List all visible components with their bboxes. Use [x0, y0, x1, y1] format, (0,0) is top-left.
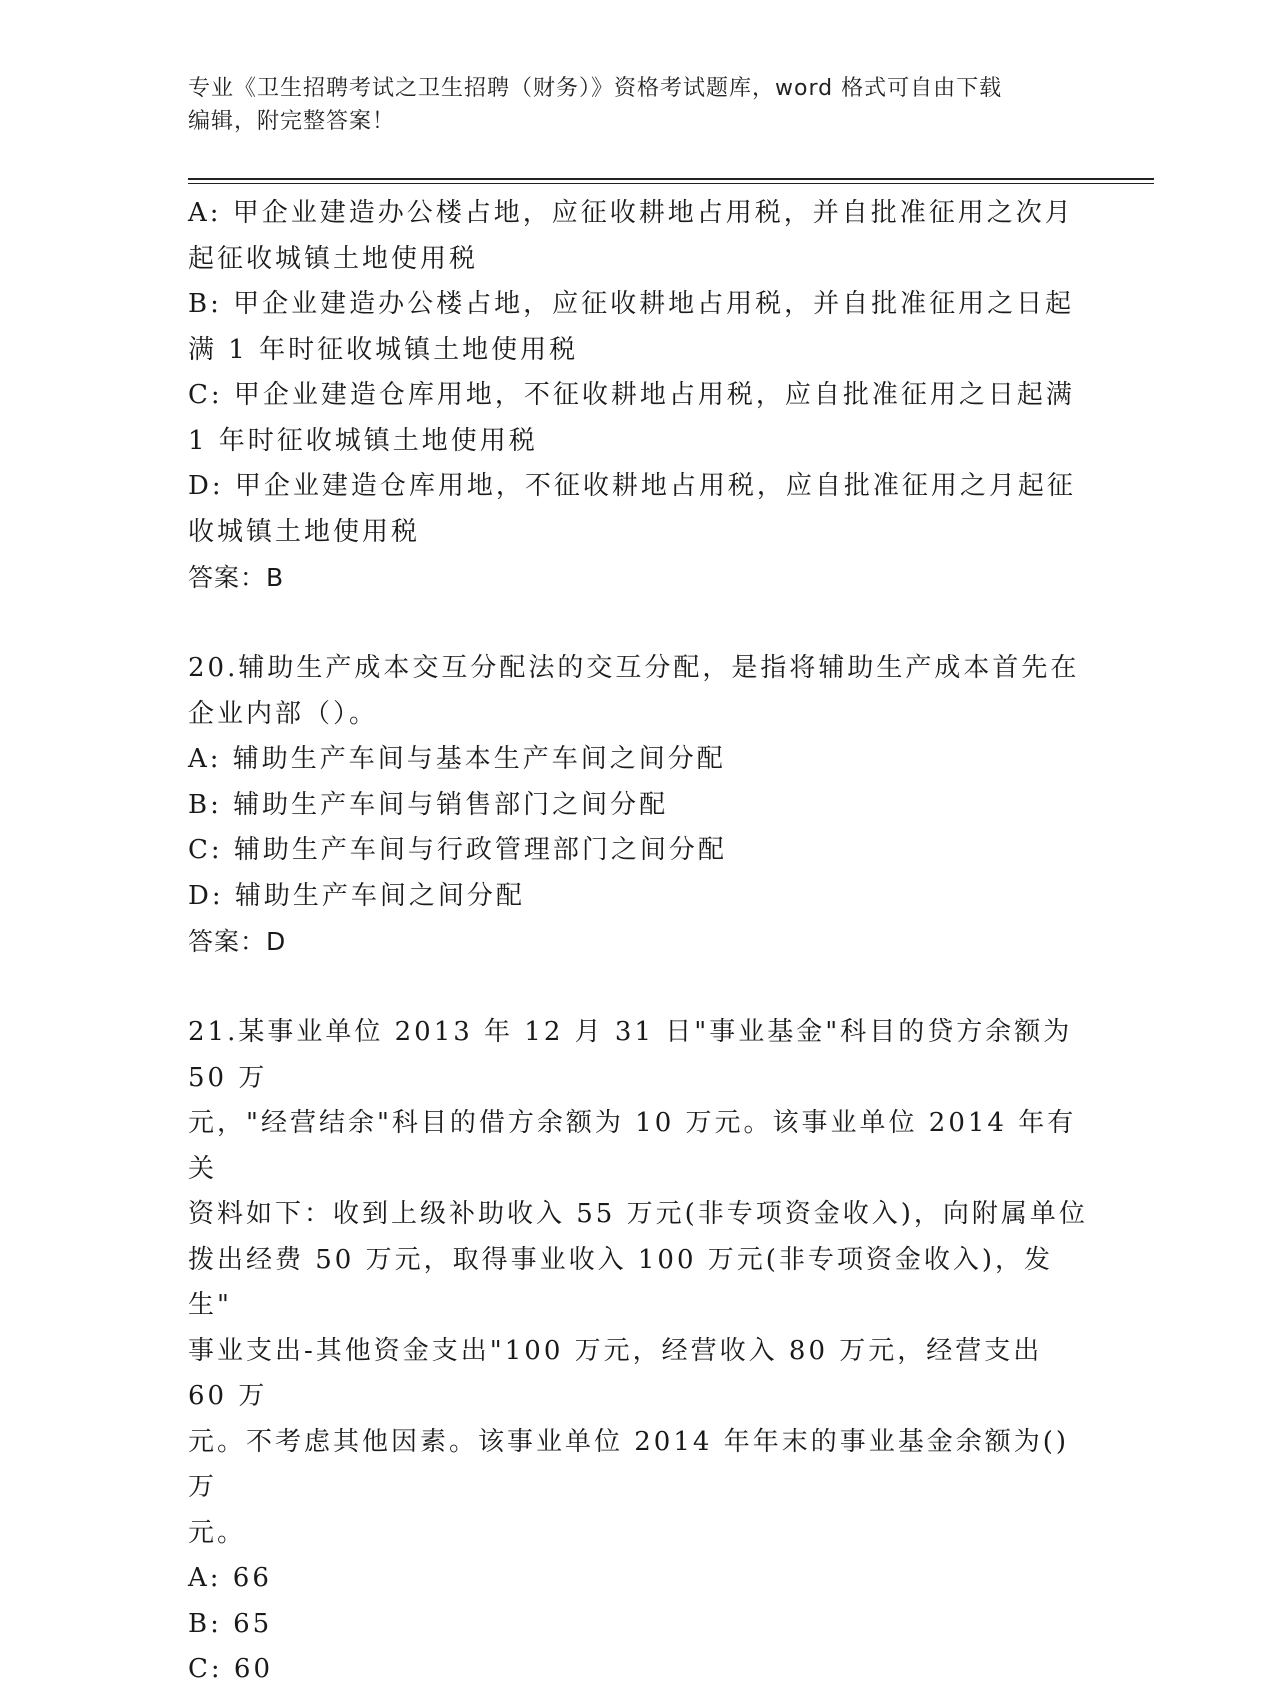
page-header	[188, 72, 1068, 138]
q21-stem-line-1: 21.某事业单位 2013 年 12 月 31 日"事业基金"科目的贷方余额为 50 万	[188, 1017, 1073, 1093]
q19-option-d-line-2: 收城镇土地使用税	[188, 516, 421, 547]
q19-answer: 答案：B	[188, 563, 285, 592]
header-line-2: 编辑，附完整答案！	[188, 109, 396, 134]
question-21	[188, 1010, 1088, 1693]
q21-stem-line-6: 元。不考虑其他因素。该事业单位 2014 年年末的事业基金余额为()万	[188, 1426, 1069, 1502]
header-line-1: 专业《卫生招聘考试之卫生招聘（财务）》资格考试题库，word 格式可自由下载	[188, 76, 1003, 101]
q21-stem-line-5: 事业支出-其他资金支出"100 万元，经营收入 80 万元，经营支出 60 万	[188, 1335, 1043, 1411]
spacer	[188, 601, 1088, 647]
header-divider-thin	[188, 183, 1154, 184]
q19-option-b-line-1: B: 甲企业建造办公楼占地，应征收耕地占用税，并自批准征用之日起	[188, 289, 1075, 319]
q19-option-b-line-2: 满 1 年时征收城镇土地使用税	[188, 334, 579, 365]
q19-option-d-line-1: D: 甲企业建造仓库用地，不征收耕地占用税，应自批准征用之月起征	[188, 471, 1076, 501]
q20-stem-line-1: 20.辅助生产成本交互分配法的交互分配，是指将辅助生产成本首先在	[188, 653, 1080, 683]
q19-option-a-line-2: 起征收城镇土地使用税	[188, 243, 479, 274]
question-20	[188, 646, 1088, 965]
q21-option-c: C: 60	[188, 1654, 274, 1684]
q21-stem-line-2: 元，"经营结余"科目的借方余额为 10 万元。该事业单位 2014 年有关	[188, 1108, 1077, 1184]
q20-stem-line-2: 企业内部（）。	[188, 698, 379, 729]
header-divider-thick	[188, 178, 1154, 180]
q20-option-b: B: 辅助生产车间与销售部门之间分配	[188, 789, 669, 820]
q21-stem-line-3: 资料如下：收到上级补助收入 55 万元(非专项资金收入)，向附属单位	[188, 1199, 1088, 1229]
q21-option-b: B: 65	[188, 1608, 273, 1639]
q21-option-a: A: 66	[188, 1563, 272, 1593]
q20-option-a: A: 辅助生产车间与基本生产车间之间分配	[188, 744, 726, 774]
question-content	[188, 191, 1088, 1693]
q20-option-d: D: 辅助生产车间之间分配	[188, 880, 525, 911]
q19-option-a-line-1: A: 甲企业建造办公楼占地，应征收耕地占用税，并自批准征用之次月	[188, 198, 1074, 228]
q19-option-c-line-2: 1 年时征收城镇土地使用税	[188, 425, 538, 456]
q20-option-c: C: 辅助生产车间与行政管理部门之间分配	[188, 835, 727, 865]
q20-answer: 答案：D	[188, 927, 287, 956]
spacer	[188, 965, 1088, 1011]
question-19	[188, 191, 1088, 601]
q21-stem-line-7: 元。	[188, 1517, 247, 1548]
q19-option-c-line-1: C: 甲企业建造仓库用地，不征收耕地占用税，应自批准征用之日起满	[188, 380, 1075, 410]
q21-stem-line-4: 拨出经费 50 万元，取得事业收入 100 万元(非专项资金收入)，发生"	[188, 1244, 1054, 1320]
